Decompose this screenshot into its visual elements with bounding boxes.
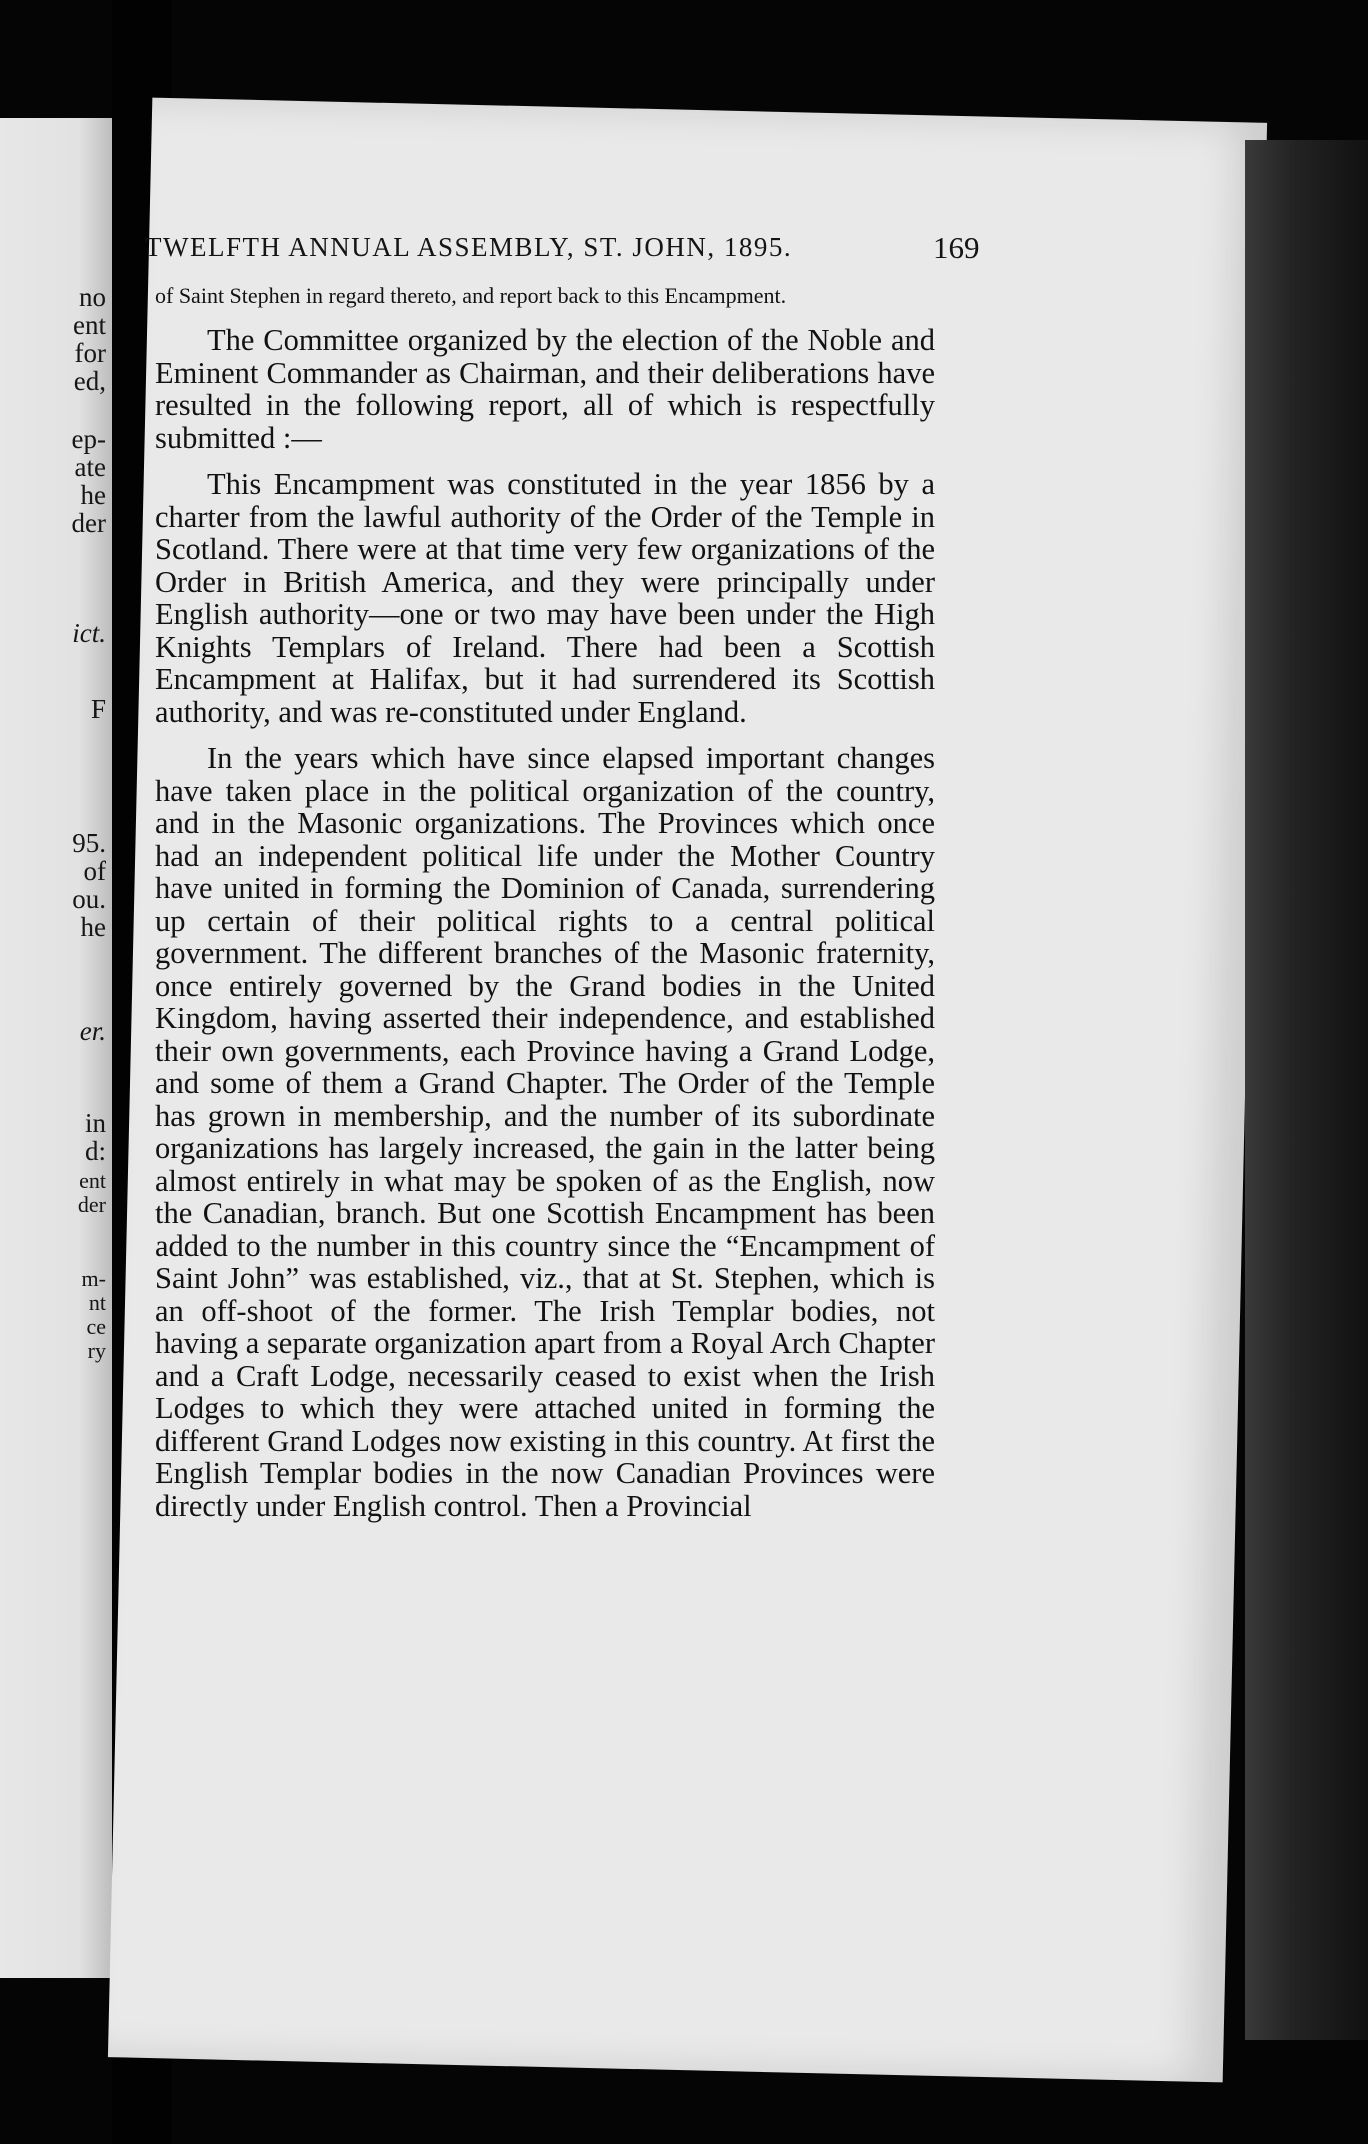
left-page-fragment: for <box>74 338 106 368</box>
left-page-fragment: ry <box>87 1338 106 1363</box>
left-page-fragment: ce <box>86 1314 106 1339</box>
left-page-fragment: no <box>79 282 106 312</box>
left-page-sliver <box>0 118 112 1978</box>
left-page-fragment: of <box>83 856 106 886</box>
page-edge-shadow <box>1245 140 1368 2040</box>
left-page-fragment: nt <box>88 1290 106 1315</box>
left-page-fragment: er. <box>79 1016 106 1046</box>
left-page-fragment: ep- <box>71 424 106 454</box>
left-page-fragment: ou. <box>72 884 106 914</box>
left-page-fragment: ict. <box>72 618 106 648</box>
left-page-fragment: m- <box>81 1266 106 1291</box>
left-page-fragment: F <box>90 694 106 724</box>
left-page-fragment: ent <box>73 310 106 340</box>
paragraph-committee: The Committee organized by the election of the Noble and Eminent Commander as Chairman, and their deliberations have resulted in the following report, all of which is respectfully submitted :— <box>155 323 935 455</box>
paragraph-encampment-history: This Encampment was constituted in the year 1856 by a charter from the lawful authority of the Order of the Temple in Scotland. There were at that time very few organizations of the Order in British America, and they were principally under English authority—one or two may have been under the High Knights Templars of Ireland. There had been a Scottish Encampment at Halifax, but it had surrendered its Scottish authority, and was re-constituted under England. <box>155 467 935 729</box>
running-head: TWELFTH ANNUAL ASSEMBLY, ST. JOHN, 1895. <box>145 232 793 262</box>
left-page-fragment: ent <box>79 1168 106 1193</box>
left-page-fragment: 95. <box>72 828 106 858</box>
carryover-line: of Saint Stephen in regard thereto, and report back to this Encampment. <box>155 283 787 308</box>
page-body <box>155 284 935 1536</box>
paragraph-changes: In the years which have since elapsed important changes have taken place in the political organization of the country, and in the Masonic organizations. The Provinces which once had an independent political life under the Mother Country have united in forming the Dominion of Canada, surrendering up certain of their political rights to a central political government. The different branches of the Masonic fraternity, once entirely governed by the Grand bodies in the United Kingdom, having asserted their independence, and established their own governments, each Province having a Grand Lodge, and some of them a Grand Chapter. The Order of the Temple has grown in membership, and the number of its subordinate organizations has largely increased, the gain in the latter being almost entirely in what may be spoken of as the English, now the Canadian, branch. But one Scottish Encampment has been added to the number in this country since the “Encampment of Saint John” was established, viz., that at St. Stephen, which is an off-shoot of the former. The Irish Templar bodies, not having a separate organization apart from a Royal Arch Chapter and a Craft Lodge, necessarily ceased to exist when the Irish Lodges to which they were attached united in forming the different Grand Lodges now existing in this country. At first the English Templar bodies in the now Canadian Provinces were directly under English control. Then a Provincial <box>155 741 935 1523</box>
left-page-fragment: ate <box>74 452 106 482</box>
left-page-fragment: d: <box>84 1136 106 1166</box>
left-page-fragment: he <box>80 912 106 942</box>
page-number: 169 <box>933 230 980 265</box>
left-page-fragment: he <box>80 480 106 510</box>
left-page-fragment: in <box>84 1108 106 1138</box>
left-page-fragment: der <box>77 1192 106 1217</box>
left-page-fragment: ed, <box>73 366 106 396</box>
left-page-fragment: der <box>71 508 106 538</box>
